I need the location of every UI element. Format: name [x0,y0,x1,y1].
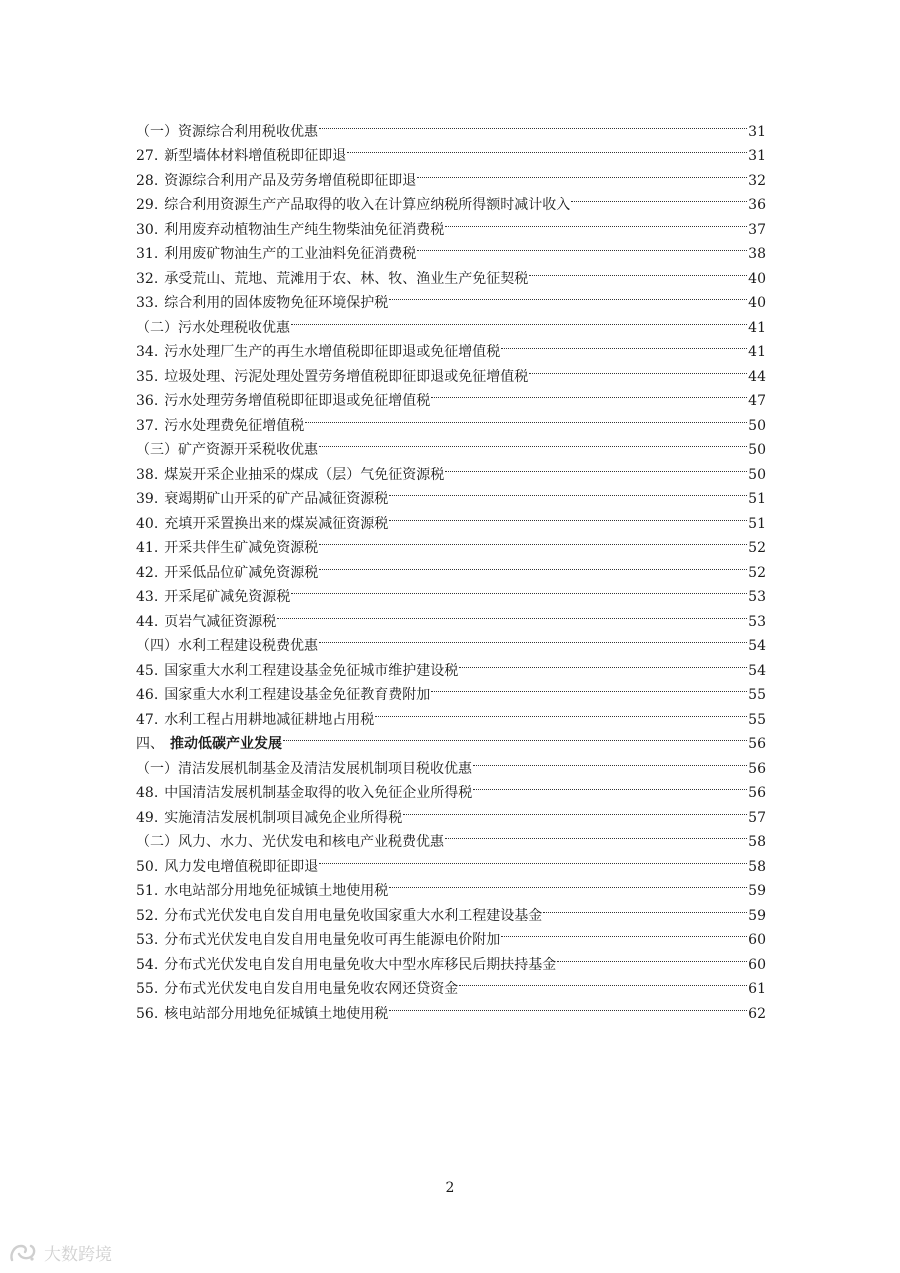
toc-entry-title: 煤炭开采企业抽采的煤成（层）气免征资源税 [164,466,445,483]
toc-entry-title: （三）矿产资源开采税收优惠 [136,442,318,458]
toc-leader-dots [473,773,747,798]
toc-leader-dots [459,969,747,994]
toc-entry-number: 29. [136,197,159,213]
toc-entry-number: 27. [136,148,159,164]
watermark [8,1240,112,1265]
toc-entry-page: 54 [748,638,766,654]
toc-entry-page: 50 [748,417,766,434]
toc-leader-dots [319,111,747,136]
toc-entry-title: 开采低品位矿减免资源税 [164,564,319,581]
toc-entry-page: 51 [748,515,766,532]
toc-entry-title: 分布式光伏发电自发自用电量免收国家重大水利工程建设基金 [164,907,543,924]
toc-entry-page: 53 [748,613,766,630]
toc-leader-dots [389,871,747,896]
toc-entry-page: 51 [748,491,766,507]
toc-entry-number: 45. [136,662,159,679]
toc-entry-page: 40 [748,295,766,311]
toc-entry-page: 56 [748,736,766,752]
toc-entry-title: 资源综合利用产品及劳务增值税即征即退 [164,172,417,189]
toc-entry-title: 实施清洁发展机制项目减免企业所得税 [164,809,403,826]
toc-entry-page: 59 [748,907,766,924]
toc-entry-title: 新型墙体材料增值税即征即退 [164,148,347,164]
toc-entry-title: 分布式光伏发电自发自用电量免收大中型水库移民后期扶持基金 [164,956,557,973]
toc-leader-dots [389,993,747,1018]
toc-entry-page: 52 [748,564,766,581]
toc-entry-title: 国家重大水利工程建设基金免征城市维护建设税 [164,662,459,679]
toc-leader-dots [291,577,747,602]
toc-leader-dots [319,528,747,553]
toc-entry-number: 30. [136,221,159,238]
toc-leader-dots [347,136,747,161]
toc-entry-number: 36. [136,393,159,409]
toc-entry-page: 60 [748,956,766,973]
toc-entry-number: 28. [136,172,159,189]
toc-entry-number: 41. [136,540,159,556]
toc-leader-dots [501,332,747,357]
toc-entry-page: 41 [748,319,766,336]
toc-entry-title: 综合利用资源生产产品取得的收入在计算应纳税所得额时减计收入 [164,197,571,213]
toc-entry-number: 53. [136,932,159,948]
toc-entry-page: 37 [748,221,766,238]
toc-entry-page: 52 [748,540,766,556]
toc-leader-dots [529,258,747,283]
toc-entry-title: （一）清洁发展机制基金及清洁发展机制项目税收优惠 [136,760,472,777]
toc-entry-number: 四、 [136,736,164,752]
page-number: 2 [445,1180,455,1196]
toc-entry-number: 34. [136,344,159,360]
toc-entry-title: （四）水利工程建设税费优惠 [136,638,318,654]
toc-entry-title: 中国清洁发展机制基金取得的收入免征企业所得税 [164,785,473,801]
toc-entry-title: 污水处理厂生产的再生水增值税即征即退或免征增值税 [164,344,501,360]
toc-entry-number: 40. [136,515,159,532]
toc-entry-title: （二）污水处理税收优惠 [136,319,290,336]
toc-leader-dots [431,381,747,406]
toc-leader-dots [473,748,747,773]
toc-entry-page: 58 [748,834,766,850]
toc-entry-number: 47. [136,711,159,728]
toc-entry-page: 50 [748,442,766,458]
toc-entry-page: 53 [748,589,766,605]
toc-leader-dots [403,797,747,822]
toc-entry-page: 61 [748,981,766,997]
toc-entry-number: 37. [136,417,159,434]
toc-entry-title: 分布式光伏发电自发自用电量免收可再生能源电价附加 [164,932,501,948]
toc-entry-number: 33. [136,295,159,311]
toc-entry-page: 60 [748,932,766,948]
toc-entry-number: 44. [136,613,159,630]
toc-entry-title: 垃圾处理、污泥处理处置劳务增值税即征即退或免征增值税 [164,368,529,385]
toc-entry-title: 分布式光伏发电自发自用电量免收农网还贷资金 [164,981,459,997]
toc-leader-dots [445,209,747,234]
toc-entry-page: 55 [748,687,766,703]
toc-entry-page: 47 [748,393,766,409]
toc-leader-dots [431,675,747,700]
toc-entry-number: 42. [136,564,159,581]
toc-entry-page: 36 [748,197,766,213]
toc-entry-page: 57 [748,809,766,826]
toc-entry-page: 44 [748,368,766,385]
toc-entry-page: 58 [748,858,766,875]
toc-entry-title: 污水处理劳务增值税即征即退或免征增值税 [164,393,431,409]
toc-leader-dots [445,454,747,479]
toc-entry-number: 48. [136,785,159,801]
toc-leader-dots [389,479,747,504]
toc-leader-dots [417,160,747,185]
toc-leader-dots [283,724,747,749]
toc-entry-number: 50. [136,858,159,875]
toc-leader-dots [501,920,747,945]
toc-entry[interactable] [136,111,766,140]
toc-entry-title: 国家重大水利工程建设基金免征教育费附加 [164,687,431,703]
toc-entry-title: 衰竭期矿山开采的矿产品减征资源税 [164,491,389,507]
toc-entry-number: 54. [136,956,159,973]
toc-leader-dots [445,822,747,847]
toc-leader-dots [529,356,747,381]
toc-entry-title: 利用废矿物油生产的工业油料免征消费税 [164,246,417,262]
toc-entry-title: 开采尾矿减免资源税 [164,589,291,605]
toc-leader-dots [319,552,747,577]
toc-entry-title: （二）风力、水力、光伏发电和核电产业税费优惠 [136,834,444,850]
toc-entry-number: 46. [136,687,159,703]
toc-leader-dots [417,234,747,259]
watermark-logo-icon [8,1242,38,1264]
toc-leader-dots [305,405,747,430]
toc-leader-dots [389,283,747,308]
toc-entry-number: 55. [136,981,159,997]
toc-entry-number: 31. [136,246,159,262]
toc-entry-title: 水利工程占用耕地减征耕地占用税 [164,711,375,728]
toc-leader-dots [459,650,747,675]
toc-entry-title: 推动低碳产业发展 [170,736,282,752]
toc-entry-title: 污水处理费免征增值税 [164,417,305,434]
toc-entry-page: 31 [748,123,766,140]
watermark-text: 大数跨境 [44,1245,112,1265]
toc-entry-number: 49. [136,809,159,826]
toc-entry-title: 页岩气减征资源税 [164,613,277,630]
toc-leader-dots [557,944,747,969]
toc-leader-dots [571,185,747,210]
toc-leader-dots [319,626,747,651]
toc-entry-title: （一）资源综合利用税收优惠 [136,123,318,140]
toc-entry-number: 39. [136,491,159,507]
toc-entry-page: 40 [748,270,766,287]
toc-entry-page: 56 [748,785,766,801]
toc-entry-page: 38 [748,246,766,262]
toc-entry-title: 风力发电增值税即征即退 [164,858,319,875]
toc-leader-dots [375,699,747,724]
toc-entry-title: 充填开采置换出来的煤炭减征资源税 [164,515,389,532]
toc-entry-number: 35. [136,368,159,385]
toc-leader-dots [389,503,747,528]
toc-leader-dots [319,430,747,455]
toc-entry-number: 32. [136,270,159,287]
toc-entry-page: 32 [748,172,766,189]
toc-leader-dots [291,307,747,332]
toc-entry-page: 59 [748,883,766,899]
toc-entry-page: 56 [748,760,766,777]
toc-entry-number: 43. [136,589,159,605]
toc-entry-page: 50 [748,466,766,483]
toc-leader-dots [319,846,747,871]
toc-leader-dots [543,895,747,920]
toc-entry-title: 利用废弃动植物油生产纯生物柴油免征消费税 [164,221,445,238]
toc-entry-page: 31 [748,148,766,164]
toc-entry-page: 41 [748,344,766,360]
toc-entry-number: 56. [136,1005,159,1022]
toc-entry-title: 核电站部分用地免征城镇土地使用税 [164,1005,389,1022]
toc-entry-page: 55 [748,711,766,728]
toc-leader-dots [277,601,747,626]
toc-entry-title: 承受荒山、荒地、荒滩用于农、林、牧、渔业生产免征契税 [164,270,529,287]
toc-entry-page: 54 [748,662,766,679]
toc-entry-number: 52. [136,907,159,924]
toc-entry-page: 62 [748,1005,766,1022]
table-of-contents [136,111,766,1022]
toc-entry-title: 开采共伴生矿减免资源税 [164,540,319,556]
toc-entry-title: 综合利用的固体废物免征环境保护税 [164,295,389,311]
toc-entry-title: 水电站部分用地免征城镇土地使用税 [164,883,389,899]
toc-entry-number: 38. [136,466,159,483]
toc-entry-number: 51. [136,883,159,899]
